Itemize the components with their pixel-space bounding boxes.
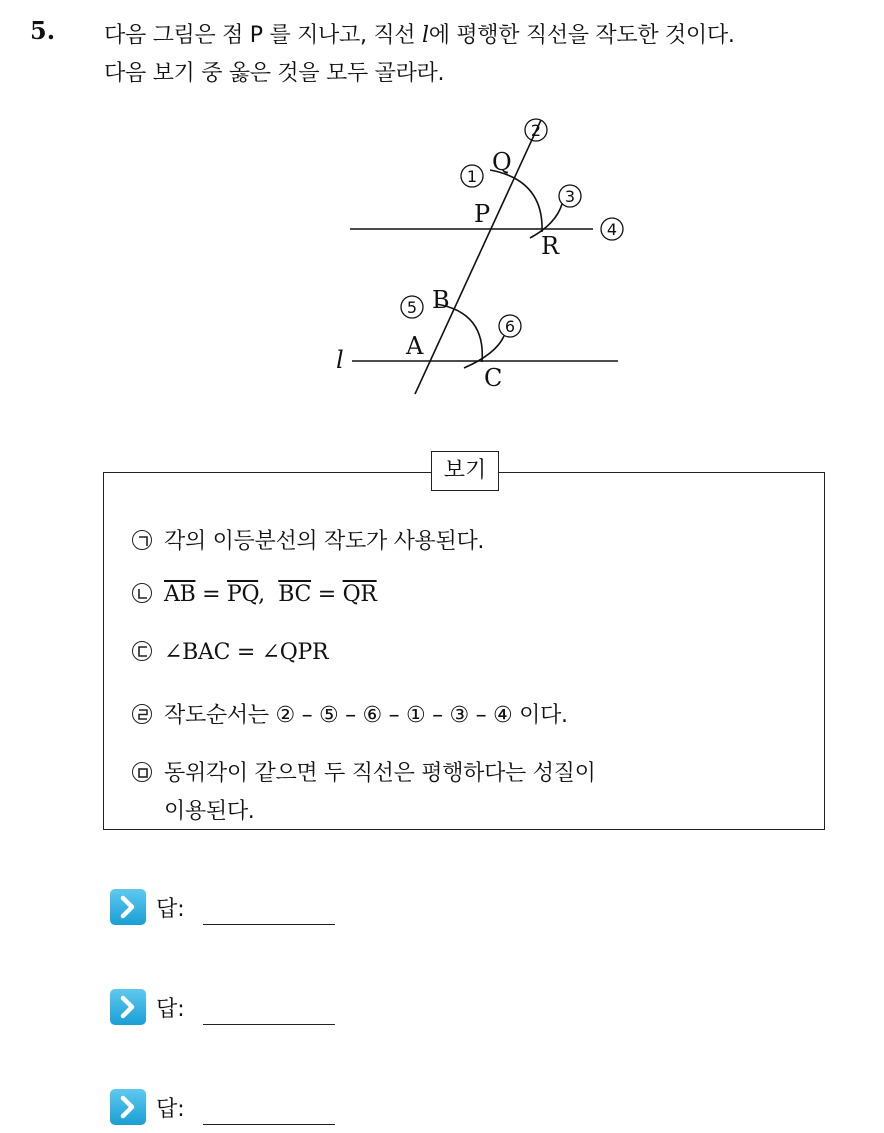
marker-rieul-icon [132,704,152,724]
answer-row-3 [110,1088,335,1128]
question-text-part: 다음 그림은 점 P 를 지나고, 직선 [104,23,422,48]
label-c: C [484,364,503,392]
segment-ab: $\overline{AB}$ [164,582,196,607]
equals: = [195,582,227,607]
segment-qr: $\overline{QR}$ [342,582,377,607]
example-item-1 [132,524,484,555]
answer-row-1 [110,888,335,928]
answer-blank-1[interactable] [203,888,335,925]
svg-text:3: 3 [564,187,576,206]
example-item-2 [132,582,377,607]
step-marker-3 [559,185,581,207]
item-text: 각의 이등분선의 작도가 사용된다. [164,529,485,554]
step-marker-1 [461,165,483,187]
arc-qr [490,170,542,232]
answer-row-2 [110,988,335,1028]
marker-digeut-icon [132,641,152,661]
line-variable: l [421,23,429,48]
svg-text:1: 1 [466,167,478,186]
segment-bc: $\overline{BC}$ [278,582,312,607]
example-item-5 [132,756,596,787]
answer-blank-2[interactable] [203,988,335,1025]
answer-label: 답: [156,1096,185,1122]
marker-mieum-icon [132,762,152,782]
equals: = [311,582,343,607]
svg-text:2: 2 [530,121,542,140]
step-marker-4 [601,218,623,240]
step-marker-5 [401,296,423,318]
example-item-5-line-2: 이용된다. [164,799,255,824]
svg-text:6: 6 [504,317,516,336]
separator: , [258,582,279,607]
answer-label: 답: [156,996,185,1022]
marker-nieun-icon [132,583,152,603]
example-box-title: 보기 [431,451,499,491]
answer-blank-3[interactable] [203,1088,335,1125]
label-b: B [432,286,450,314]
question-text-part: 에 평행한 직선을 작도한 것이다. [428,23,735,48]
label-p: P [474,200,491,228]
chevron-right-icon [110,1089,146,1125]
question-text-line-1 [104,18,735,49]
marker-giyeok-icon [132,530,152,550]
chevron-right-icon [110,889,146,925]
label-q: Q [492,148,512,176]
chevron-right-icon [110,989,146,1025]
construction-figure [300,110,660,410]
svg-text:4: 4 [606,220,618,239]
label-r: R [541,232,560,260]
segment-pq: $\overline{PQ}$ [227,582,259,607]
example-item-3 [132,640,328,665]
item-text: ∠BAC = ∠QPR [164,640,329,665]
item-text: 작도순서는 ② – ⑤ – ⑥ – ① – ③ – ④ 이다. [164,703,568,728]
step-marker-6 [499,315,521,337]
label-a: A [406,332,424,360]
item-text-line-1: 동위각이 같으면 두 직선은 평행하다는 성질이 [164,761,596,786]
example-item-4 [132,698,568,729]
svg-text:5: 5 [406,298,418,317]
step-marker-2 [525,119,547,141]
question-number: 5. [30,16,56,45]
transversal-line [415,120,541,394]
answer-label: 답: [156,896,185,922]
label-l: l [336,346,344,374]
question-text-line-2: 다음 보기 중 옳은 것을 모두 골라라. [104,61,445,86]
